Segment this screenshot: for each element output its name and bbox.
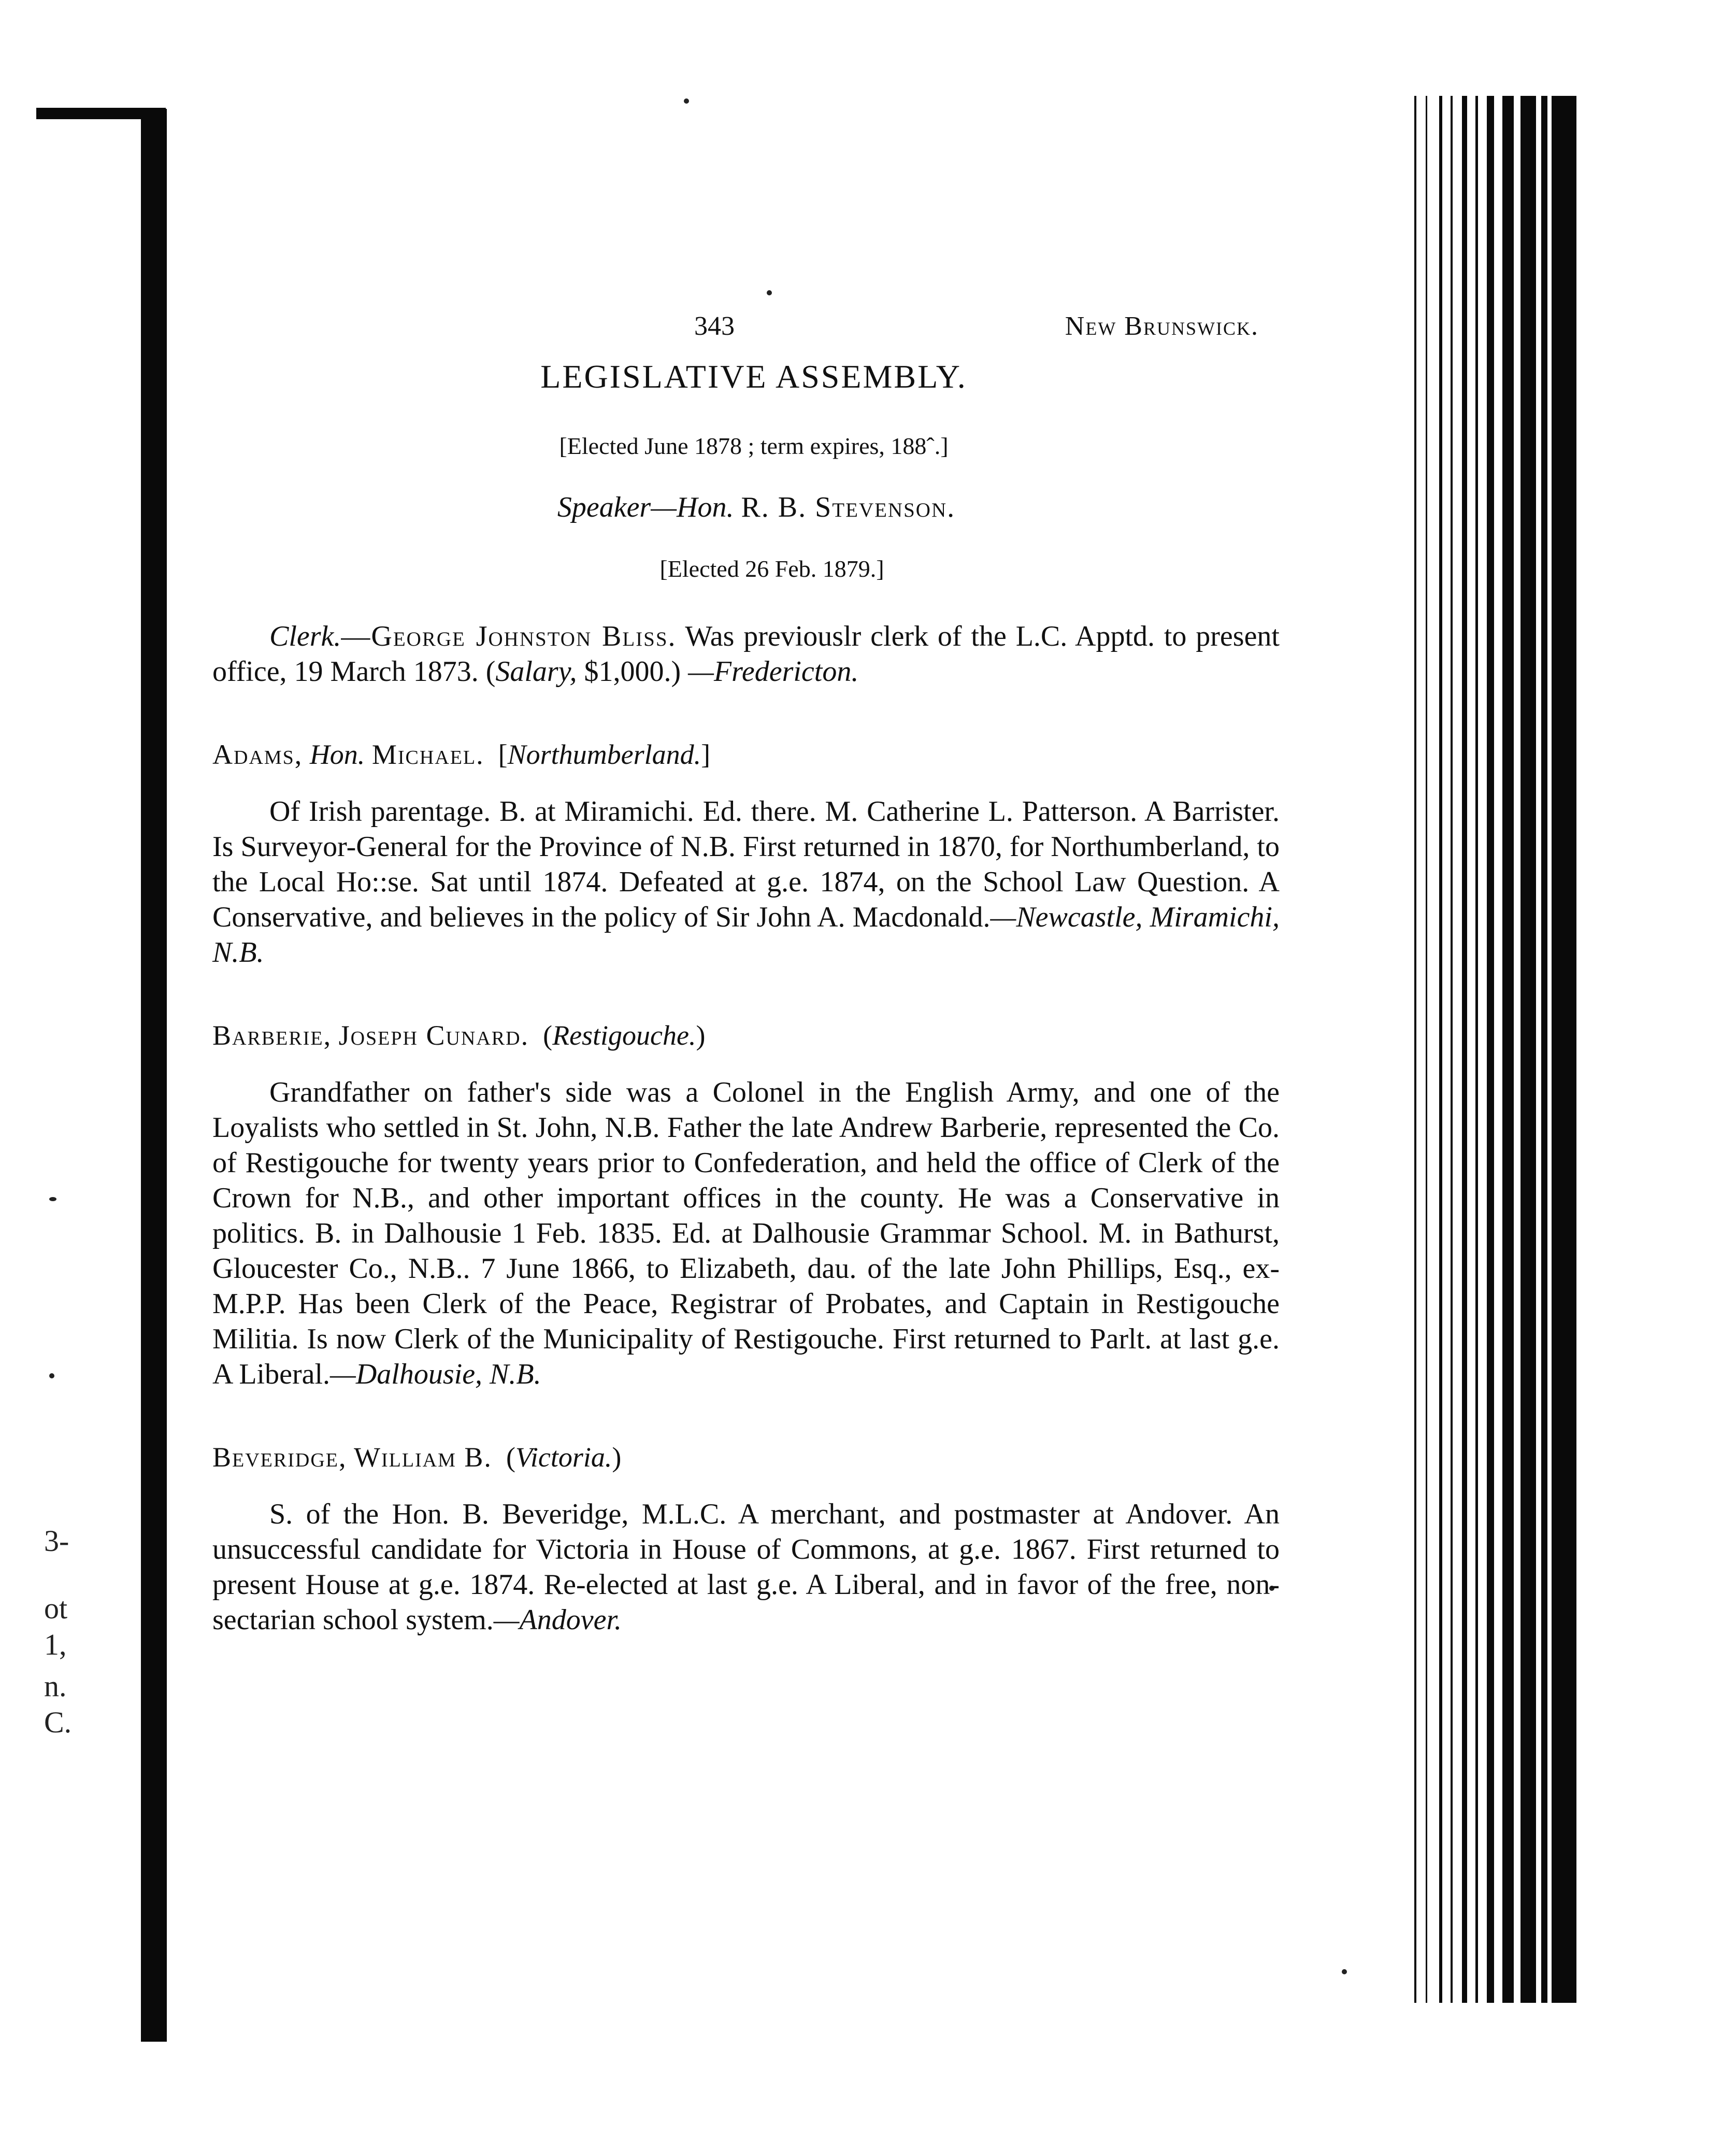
entry-given-name: Joseph Cunard. [338,1020,529,1051]
clerk-text-2: $1,000.) [577,656,688,688]
section-title: LEGISLATIVE ASSEMBLY. [540,358,967,395]
entry-heading-beveridge [212,1441,1280,1473]
margin-fragment: ot [44,1591,68,1625]
margin-fragment: n. [44,1669,67,1703]
running-head: New Brunswick. [1065,311,1259,341]
margin-fragment: 1, [44,1628,67,1661]
clerk-label: Clerk. [269,620,341,652]
entry-bio-beveridge [212,1497,1280,1638]
entry-riding-open: ( [506,1442,515,1473]
entry-riding-open: [ [498,739,508,770]
book-page [212,280,1280,1687]
clerk-salary-label: Salary, [495,656,577,688]
entry-surname: Beveridge, [212,1442,347,1473]
page-number: 343 [694,311,735,341]
entry-bio-adams [212,794,1280,970]
entry-riding-close: ] [701,739,711,770]
entry-riding: Restigouche. [552,1020,696,1051]
entry-heading-adams [212,738,1280,771]
entry-bio-text: Grandfather on father's side was a Colonel in the English Army, and one of the Loyalists who settled in St. John, N.B. Father the late Andrew Barberie, represented the Co. of Restigouche for twenty years prior to Confederation, and held the office of Clerk of the Crown for N.B., and other important offices in the county. He was a Conservative in politics. B. in Dalhousie 1 Feb. 1835. Ed. at Dalhousie Grammar School. M. in Bathurst, Gloucester Co., N.B.. 7 June 1866, to Elizabeth, dau. of the late John Phillips, Esq., ex-M.P.P. Has been Clerk of the Peace, Registrar of Probates, and Captain in Restigouche Militia. Is now Clerk of the Municipality of Restigouche. First returned to Parlt. at last g.e. A Liberal. [212,1076,1280,1390]
scan-speck [49,1197,56,1201]
margin-fragment: C. [44,1705,72,1739]
entry-title-word: Hon. [309,739,365,770]
scan-border-left [141,109,167,2042]
entry-heading-barberie [212,1019,1280,1051]
scan-speck [49,1373,54,1378]
entry-surname: Adams, [212,739,303,770]
entry-riding: Victoria. [515,1442,612,1473]
page-header [212,280,1280,358]
entry-riding-close: ) [696,1020,706,1051]
entry-address: —Newcastle, Miramichi, N.B. [212,901,1280,969]
entry-given-name: William B. [353,1442,492,1473]
speaker-election-note: [Elected 26 Feb. 1879.] [659,556,884,582]
speaker-role: Speaker—Hon. [557,491,734,523]
entry-riding-open: ( [543,1020,553,1051]
clerk-name: —George Johnston Bliss. [341,620,677,652]
scan-page-edge-right [1414,96,1583,2003]
scan-speck [684,98,689,104]
speaker-name: R. B. Stevenson. [741,491,956,523]
clerk-paragraph [212,619,1280,689]
clerk-text-1: Was previouslr clerk of the L.C. Apptd. to present office, 19 March 1873. ( [212,620,1280,688]
speaker-line [212,491,1280,524]
election-note: [Elected June 1878 ; term expires, 188ˆ.] [559,433,949,459]
entry-surname: Barberie, [212,1020,332,1051]
entry-riding-close: ) [612,1442,622,1473]
scan-speck [1342,1969,1347,1974]
clerk-place: —Fredericton. [688,656,859,688]
entry-bio-barberie [212,1075,1280,1392]
entry-given-name: Michael. [371,739,484,770]
entry-address: —Andover. [493,1604,622,1636]
entry-bio-text: S. of the Hon. B. Beveridge, M.L.C. A merchant, and postmaster at Andover. An unsuccessful candidate for Victoria in House of Commons, at g.e. 1867. First returned to present House at g.e. 1874. Re-elected at last g.e. A Liberal, and in favor of the free, non-sectarian school system. [212,1498,1280,1636]
entry-address: —Dalhousie, N.B. [330,1358,541,1390]
margin-fragment: 3- [44,1524,69,1558]
entry-riding: Northumberland. [507,739,701,770]
entry-bio-text: Of Irish parentage. B. at Miramichi. Ed. there. M. Catherine L. Patterson. A Barrister. Is Surveyor-General for the Province of N.B. First returned in 1870, for Northumberland, to the Local Ho::se. Sat until 1874. Defeated at g.e. 1874, on the School Law Question. A Conservative, and believes in the policy of Sir John A. Macdonald. [212,795,1280,933]
